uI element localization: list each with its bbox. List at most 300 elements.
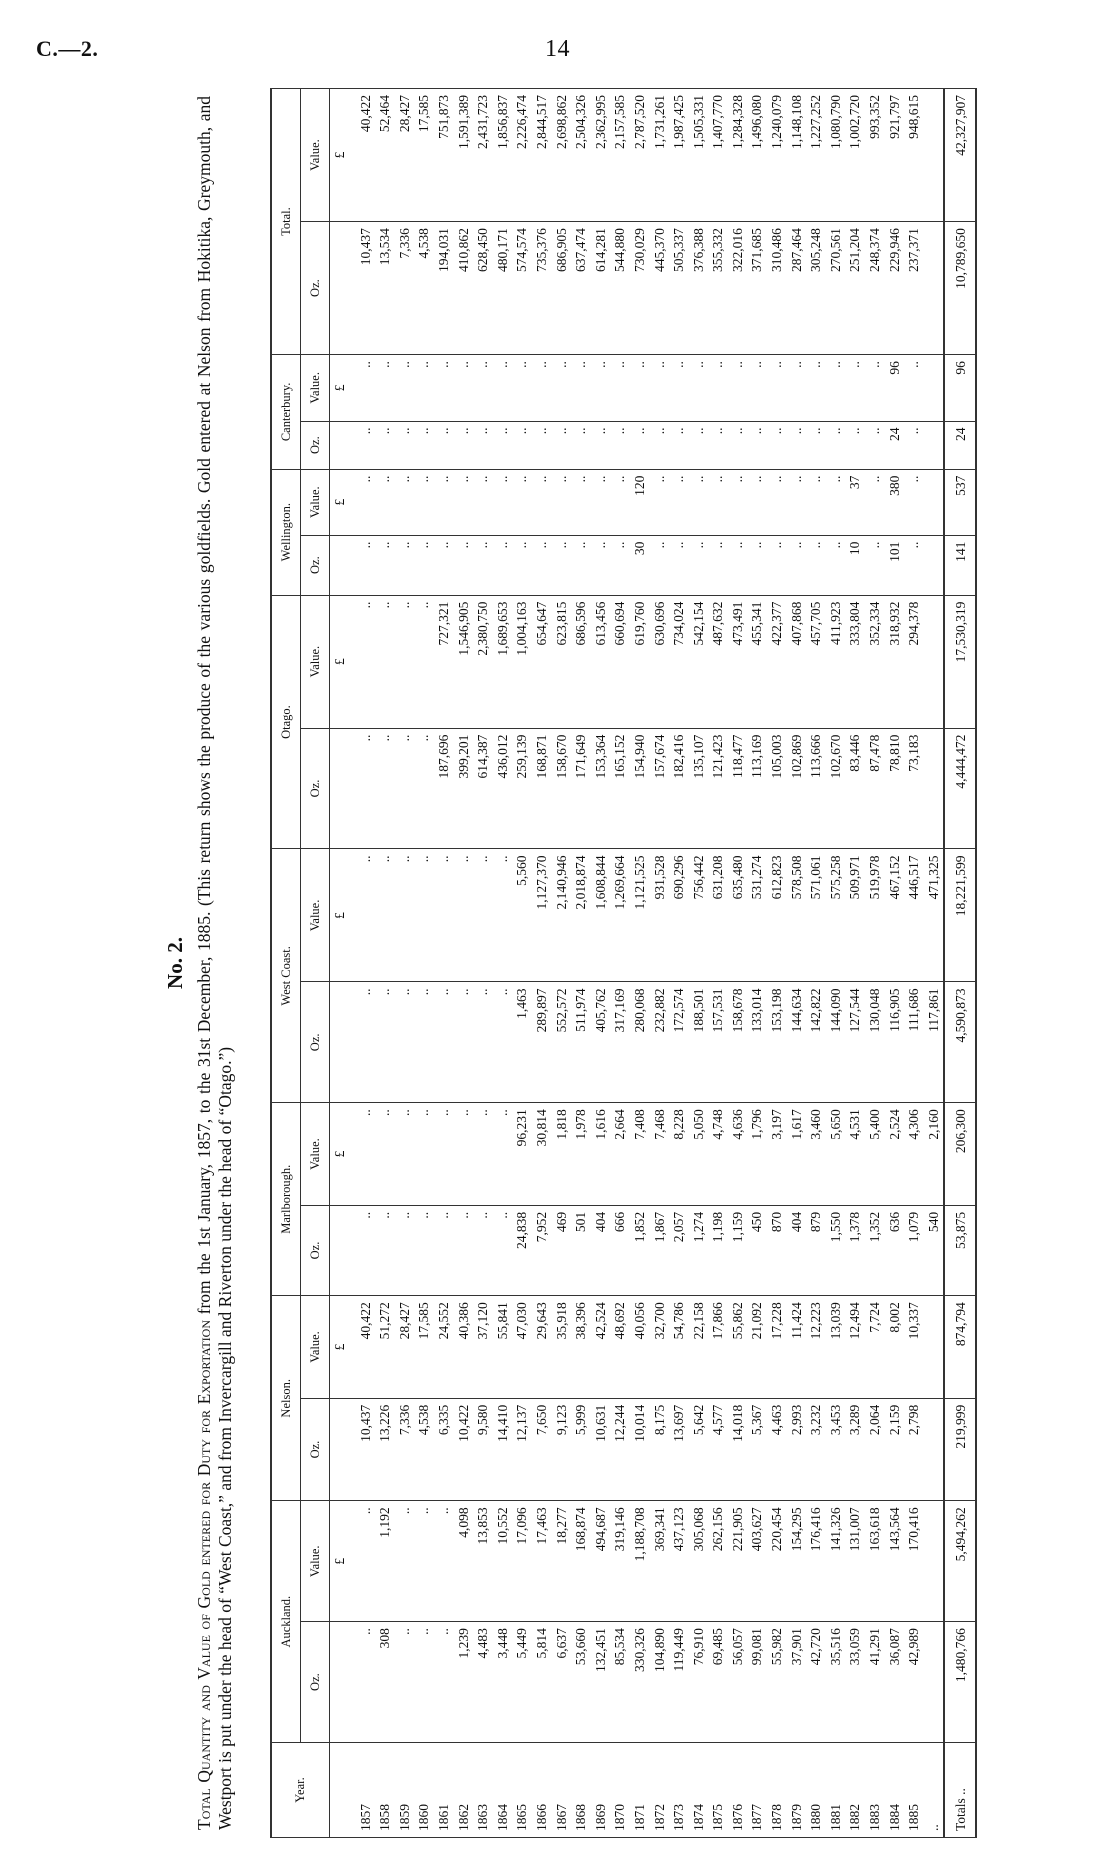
value-cell: 2,844,517 bbox=[532, 89, 552, 222]
oz-cell: 5,367 bbox=[747, 1398, 767, 1501]
oz-cell: 14,018 bbox=[728, 1398, 748, 1501]
value-cell: 333,804 bbox=[845, 595, 865, 728]
value-cell: .. bbox=[630, 355, 650, 421]
oz-cell: .. bbox=[395, 421, 415, 469]
year-cell: 1860 bbox=[414, 1743, 434, 1838]
oz-cell bbox=[924, 728, 945, 849]
year-cell: 1871 bbox=[630, 1743, 650, 1838]
value-cell: 1,002,720 bbox=[845, 89, 865, 222]
oz-cell: 628,450 bbox=[473, 222, 493, 355]
year-cell: 1866 bbox=[532, 1743, 552, 1838]
oz-cell: 232,882 bbox=[650, 982, 670, 1103]
value-cell: 654,647 bbox=[532, 595, 552, 728]
table-row bbox=[924, 89, 945, 1838]
table-row bbox=[552, 89, 572, 1838]
oz-cell: 12,244 bbox=[610, 1398, 630, 1501]
oz-cell: 2,159 bbox=[885, 1398, 905, 1501]
year-header: Year. bbox=[271, 1743, 330, 1838]
oz-cell: .. bbox=[414, 535, 434, 595]
oz-cell: 154,940 bbox=[630, 728, 650, 849]
value-cell: 13,853 bbox=[473, 1501, 493, 1622]
oz-cell: .. bbox=[728, 421, 748, 469]
year-cell: 1859 bbox=[395, 1743, 415, 1838]
value-cell: 613,456 bbox=[591, 595, 611, 728]
value-cell: 1,796 bbox=[747, 1103, 767, 1206]
value-cell: .. bbox=[532, 355, 552, 421]
value-cell: 1,689,653 bbox=[493, 595, 513, 728]
value-cell: 262,156 bbox=[708, 1501, 728, 1622]
table-row bbox=[826, 89, 846, 1838]
oz-cell: .. bbox=[375, 421, 395, 469]
value-cell: 1,240,079 bbox=[767, 89, 787, 222]
value-cell: 407,868 bbox=[787, 595, 807, 728]
value-cell: 1,004,163 bbox=[512, 595, 532, 728]
value-cell bbox=[924, 355, 945, 421]
oz-cell: 399,201 bbox=[454, 728, 474, 849]
oz-cell: .. bbox=[610, 535, 630, 595]
value-cell: 578,508 bbox=[787, 849, 807, 982]
oz-cell: 42,720 bbox=[806, 1622, 826, 1743]
value-cell: .. bbox=[395, 355, 415, 421]
oz-cell: 118,477 bbox=[728, 728, 748, 849]
value-cell bbox=[924, 1296, 945, 1399]
table-row bbox=[787, 89, 807, 1838]
value-cell: 369,341 bbox=[650, 1501, 670, 1622]
oz-cell: 53,660 bbox=[571, 1622, 591, 1743]
oz-cell bbox=[924, 535, 945, 595]
oz-cell: 12,137 bbox=[512, 1398, 532, 1501]
oz-cell: 158,678 bbox=[728, 982, 748, 1103]
value-cell: .. bbox=[350, 1103, 376, 1206]
value-cell: 542,154 bbox=[689, 595, 709, 728]
value-cell: .. bbox=[767, 469, 787, 535]
page-number: 14 bbox=[545, 36, 570, 62]
oz-subheader: Oz. bbox=[301, 1205, 330, 1295]
oz-cell: 101 bbox=[885, 535, 905, 595]
oz-cell: .. bbox=[747, 535, 767, 595]
oz-cell: 879 bbox=[806, 1205, 826, 1295]
value-cell: 2,787,520 bbox=[630, 89, 650, 222]
value-cell bbox=[924, 1501, 945, 1622]
table-row bbox=[747, 89, 767, 1838]
total-cell: 141 bbox=[944, 535, 976, 595]
value-cell: 120 bbox=[630, 469, 650, 535]
oz-cell bbox=[924, 222, 945, 355]
total-cell: 17,530,319 bbox=[944, 595, 976, 728]
value-cell: 1,978 bbox=[571, 1103, 591, 1206]
table-row bbox=[395, 89, 415, 1838]
year-cell: 1882 bbox=[845, 1743, 865, 1838]
oz-cell: .. bbox=[571, 421, 591, 469]
oz-cell: 237,371 bbox=[904, 222, 924, 355]
total-cell: 1,480,766 bbox=[944, 1622, 976, 1743]
oz-cell: 104,890 bbox=[650, 1622, 670, 1743]
value-cell: 1,731,261 bbox=[650, 89, 670, 222]
caption-lead: Total Quantity and Value of Gold entered for Duty for Exportation bbox=[194, 1319, 214, 1830]
value-cell: 38,396 bbox=[571, 1296, 591, 1399]
oz-cell: 410,862 bbox=[454, 222, 474, 355]
oz-cell: 1,852 bbox=[630, 1205, 650, 1295]
value-cell: 12,494 bbox=[845, 1296, 865, 1399]
table-number: No. 2. bbox=[163, 937, 187, 989]
oz-cell: 99,081 bbox=[747, 1622, 767, 1743]
oz-cell: 13,226 bbox=[375, 1398, 395, 1501]
year-cell: 1857 bbox=[350, 1743, 376, 1838]
value-cell: 352,334 bbox=[865, 595, 885, 728]
total-cell: 537 bbox=[944, 469, 976, 535]
gold-export-table bbox=[270, 88, 977, 1838]
value-cell: 96 bbox=[885, 355, 905, 421]
oz-cell: 405,762 bbox=[591, 982, 611, 1103]
table-row bbox=[845, 89, 865, 1838]
oz-cell: 117,861 bbox=[924, 982, 945, 1103]
oz-cell bbox=[924, 1622, 945, 1743]
oz-cell: .. bbox=[375, 728, 395, 849]
value-cell: .. bbox=[493, 355, 513, 421]
oz-cell: 1,463 bbox=[512, 982, 532, 1103]
oz-cell: 505,337 bbox=[669, 222, 689, 355]
value-cell: 51,272 bbox=[375, 1296, 395, 1399]
value-cell: 494,687 bbox=[591, 1501, 611, 1622]
value-cell: 5,560 bbox=[512, 849, 532, 982]
oz-cell: 3,448 bbox=[493, 1622, 513, 1743]
group-header: Marlborough. bbox=[271, 1103, 301, 1296]
oz-cell: 113,666 bbox=[806, 728, 826, 849]
oz-cell: 42,989 bbox=[904, 1622, 924, 1743]
value-cell: .. bbox=[454, 1103, 474, 1206]
value-cell: .. bbox=[865, 469, 885, 535]
caption-rest: from the 1st January, 1857, to the 31st December, 1885. (This return shows the produce of the various goldfields. Gold entered at Nelson from Hokitika, Greymouth, and Westport is put under the head of “West Coast,” and from Invercargill and Riverton under the head of “Otago.”) bbox=[194, 96, 235, 1830]
value-cell: 24,552 bbox=[434, 1296, 454, 1399]
currency-symbol: £ bbox=[330, 89, 350, 222]
year-cell: 1868 bbox=[571, 1743, 591, 1838]
oz-cell: 3,453 bbox=[826, 1398, 846, 1501]
table-row bbox=[885, 89, 905, 1838]
oz-cell: 7,336 bbox=[395, 222, 415, 355]
value-cell: .. bbox=[708, 469, 728, 535]
value-subheader: Value. bbox=[301, 355, 330, 421]
oz-cell: 305,248 bbox=[806, 222, 826, 355]
value-cell: 5,400 bbox=[865, 1103, 885, 1206]
value-cell: 437,123 bbox=[669, 1501, 689, 1622]
value-cell: 37 bbox=[845, 469, 865, 535]
value-cell: 631,208 bbox=[708, 849, 728, 982]
oz-cell: 686,905 bbox=[552, 222, 572, 355]
value-cell: 734,024 bbox=[669, 595, 689, 728]
oz-cell: 73,183 bbox=[904, 728, 924, 849]
oz-cell: .. bbox=[473, 982, 493, 1103]
total-cell: 206,300 bbox=[944, 1103, 976, 1206]
oz-cell: .. bbox=[375, 1205, 395, 1295]
value-cell: 1,608,844 bbox=[591, 849, 611, 982]
value-cell: 948,615 bbox=[904, 89, 924, 222]
oz-cell: 540 bbox=[924, 1205, 945, 1295]
oz-cell: 3,232 bbox=[806, 1398, 826, 1501]
value-cell: 7,408 bbox=[630, 1103, 650, 1206]
value-cell: .. bbox=[375, 355, 395, 421]
oz-cell: 280,068 bbox=[630, 982, 650, 1103]
oz-cell: .. bbox=[414, 1205, 434, 1295]
year-cell: 1877 bbox=[747, 1743, 767, 1838]
oz-cell: 10,437 bbox=[350, 222, 376, 355]
oz-cell: .. bbox=[350, 421, 376, 469]
oz-cell: .. bbox=[395, 1622, 415, 1743]
year-cell: 1867 bbox=[552, 1743, 572, 1838]
year-cell: 1883 bbox=[865, 1743, 885, 1838]
oz-cell: 4,538 bbox=[414, 222, 434, 355]
page-ref: C.—2. bbox=[36, 36, 99, 61]
oz-cell: 153,198 bbox=[767, 982, 787, 1103]
value-subheader: Value. bbox=[301, 595, 330, 728]
value-cell bbox=[924, 595, 945, 728]
oz-subheader: Oz. bbox=[301, 222, 330, 355]
value-cell: .. bbox=[473, 1103, 493, 1206]
value-cell: 40,422 bbox=[350, 89, 376, 222]
value-cell: 294,378 bbox=[904, 595, 924, 728]
oz-cell: .. bbox=[767, 421, 787, 469]
value-cell: .. bbox=[689, 469, 709, 535]
oz-cell: 69,485 bbox=[708, 1622, 728, 1743]
oz-cell: 132,451 bbox=[591, 1622, 611, 1743]
oz-cell: 144,634 bbox=[787, 982, 807, 1103]
value-cell: 921,797 bbox=[885, 89, 905, 222]
value-cell: 17,585 bbox=[414, 89, 434, 222]
value-cell: 32,700 bbox=[650, 1296, 670, 1399]
oz-cell: .. bbox=[512, 421, 532, 469]
oz-cell: 144,090 bbox=[826, 982, 846, 1103]
value-cell: .. bbox=[414, 355, 434, 421]
year-cell: 1873 bbox=[669, 1743, 689, 1838]
value-cell: 141,326 bbox=[826, 1501, 846, 1622]
oz-cell: 165,152 bbox=[610, 728, 630, 849]
oz-cell: .. bbox=[414, 1622, 434, 1743]
oz-cell: .. bbox=[493, 421, 513, 469]
oz-cell: 10,014 bbox=[630, 1398, 650, 1501]
oz-cell: 330,326 bbox=[630, 1622, 650, 1743]
oz-cell: 157,674 bbox=[650, 728, 670, 849]
value-cell: 2,157,585 bbox=[610, 89, 630, 222]
currency-symbol: £ bbox=[330, 469, 350, 535]
group-header: West Coast. bbox=[271, 849, 301, 1103]
value-cell: 1,818 bbox=[552, 1103, 572, 1206]
oz-cell: 5,449 bbox=[512, 1622, 532, 1743]
oz-cell: 7,650 bbox=[532, 1398, 552, 1501]
total-cell: 18,221,599 bbox=[944, 849, 976, 982]
year-cell: 1864 bbox=[493, 1743, 513, 1838]
total-cell: 96 bbox=[944, 355, 976, 421]
oz-cell: .. bbox=[350, 1622, 376, 1743]
value-cell: .. bbox=[350, 849, 376, 982]
value-cell: 8,228 bbox=[669, 1103, 689, 1206]
value-cell: 612,823 bbox=[767, 849, 787, 982]
value-cell: 457,705 bbox=[806, 595, 826, 728]
value-cell: .. bbox=[571, 469, 591, 535]
total-cell: 24 bbox=[944, 421, 976, 469]
value-cell: 727,321 bbox=[434, 595, 454, 728]
value-cell: .. bbox=[826, 355, 846, 421]
value-cell: .. bbox=[454, 355, 474, 421]
value-cell: .. bbox=[414, 595, 434, 728]
value-cell: 1,505,331 bbox=[689, 89, 709, 222]
oz-cell: 1,274 bbox=[689, 1205, 709, 1295]
year-cell: 1861 bbox=[434, 1743, 454, 1838]
oz-cell: 13,534 bbox=[375, 222, 395, 355]
value-cell: .. bbox=[571, 355, 591, 421]
year-cell: 1884 bbox=[885, 1743, 905, 1838]
year-cell: 1874 bbox=[689, 1743, 709, 1838]
oz-cell: .. bbox=[454, 1205, 474, 1295]
oz-cell: .. bbox=[414, 421, 434, 469]
oz-cell: 1,079 bbox=[904, 1205, 924, 1295]
oz-cell: 111,686 bbox=[904, 982, 924, 1103]
value-cell: 2,018,874 bbox=[571, 849, 591, 982]
oz-cell: 9,123 bbox=[552, 1398, 572, 1501]
oz-cell: 511,974 bbox=[571, 982, 591, 1103]
value-cell: .. bbox=[434, 355, 454, 421]
value-cell: .. bbox=[591, 355, 611, 421]
oz-cell: .. bbox=[728, 535, 748, 595]
oz-cell: 2,057 bbox=[669, 1205, 689, 1295]
oz-cell: 153,364 bbox=[591, 728, 611, 849]
oz-cell: 30 bbox=[630, 535, 650, 595]
value-cell: 2,664 bbox=[610, 1103, 630, 1206]
oz-cell: 87,478 bbox=[865, 728, 885, 849]
oz-cell: 574,574 bbox=[512, 222, 532, 355]
table-caption bbox=[194, 96, 260, 1830]
oz-cell: 2,993 bbox=[787, 1398, 807, 1501]
oz-cell: .. bbox=[350, 982, 376, 1103]
table-row bbox=[708, 89, 728, 1838]
currency-symbol: £ bbox=[330, 1296, 350, 1399]
oz-cell: .. bbox=[473, 421, 493, 469]
value-cell: 221,905 bbox=[728, 1501, 748, 1622]
value-cell: 13,039 bbox=[826, 1296, 846, 1399]
oz-cell: .. bbox=[414, 728, 434, 849]
table-row bbox=[904, 89, 924, 1838]
oz-subheader: Oz. bbox=[301, 421, 330, 469]
table-row bbox=[571, 89, 591, 1838]
oz-cell: 1,159 bbox=[728, 1205, 748, 1295]
value-cell: 2,140,946 bbox=[552, 849, 572, 982]
table-row bbox=[728, 89, 748, 1838]
value-cell: 40,386 bbox=[454, 1296, 474, 1399]
oz-cell: 3,289 bbox=[845, 1398, 865, 1501]
value-cell: .. bbox=[669, 355, 689, 421]
value-cell: .. bbox=[395, 595, 415, 728]
value-cell: .. bbox=[552, 469, 572, 535]
value-cell: 571,061 bbox=[806, 849, 826, 982]
value-cell: 1,987,425 bbox=[669, 89, 689, 222]
value-cell: 455,341 bbox=[747, 595, 767, 728]
value-cell: .. bbox=[845, 355, 865, 421]
total-cell: 4,590,873 bbox=[944, 982, 976, 1103]
oz-cell bbox=[924, 1398, 945, 1501]
value-cell: 2,380,750 bbox=[473, 595, 493, 728]
value-cell: 10,552 bbox=[493, 1501, 513, 1622]
table-row bbox=[630, 89, 650, 1838]
oz-cell: .. bbox=[806, 535, 826, 595]
value-cell: .. bbox=[552, 355, 572, 421]
value-cell: 170,416 bbox=[904, 1501, 924, 1622]
totals-label: Totals .. bbox=[944, 1743, 976, 1838]
value-cell: 22,158 bbox=[689, 1296, 709, 1399]
value-cell: 2,504,326 bbox=[571, 89, 591, 222]
value-cell: 28,427 bbox=[395, 1296, 415, 1399]
value-cell: 48,692 bbox=[610, 1296, 630, 1399]
oz-cell: 1,239 bbox=[454, 1622, 474, 1743]
value-cell: .. bbox=[787, 469, 807, 535]
value-cell: .. bbox=[375, 849, 395, 982]
oz-cell: 6,637 bbox=[552, 1622, 572, 1743]
oz-cell: 194,031 bbox=[434, 222, 454, 355]
value-cell: 319,146 bbox=[610, 1501, 630, 1622]
oz-cell: 13,697 bbox=[669, 1398, 689, 1501]
value-cell bbox=[924, 89, 945, 222]
group-header: Canterbury. bbox=[271, 355, 301, 470]
table-row bbox=[669, 89, 689, 1838]
value-cell: 17,866 bbox=[708, 1296, 728, 1399]
value-cell: 21,092 bbox=[747, 1296, 767, 1399]
oz-cell: .. bbox=[747, 421, 767, 469]
value-cell: 17,228 bbox=[767, 1296, 787, 1399]
oz-cell: 1,352 bbox=[865, 1205, 885, 1295]
value-cell: .. bbox=[806, 355, 826, 421]
value-cell: .. bbox=[512, 469, 532, 535]
value-cell: .. bbox=[591, 469, 611, 535]
value-subheader: Value. bbox=[301, 1296, 330, 1399]
value-cell: 619,760 bbox=[630, 595, 650, 728]
value-cell: .. bbox=[375, 595, 395, 728]
value-cell: 1,127,370 bbox=[532, 849, 552, 982]
value-cell: 154,295 bbox=[787, 1501, 807, 1622]
oz-cell: 78,810 bbox=[885, 728, 905, 849]
total-cell: 53,875 bbox=[944, 1205, 976, 1295]
oz-cell: 371,685 bbox=[747, 222, 767, 355]
value-cell: 1,148,108 bbox=[787, 89, 807, 222]
value-cell: 686,596 bbox=[571, 595, 591, 728]
oz-cell: 436,012 bbox=[493, 728, 513, 849]
value-cell: 446,517 bbox=[904, 849, 924, 982]
value-cell: 993,352 bbox=[865, 89, 885, 222]
oz-cell: 76,910 bbox=[689, 1622, 709, 1743]
table-row bbox=[650, 89, 670, 1838]
oz-cell: .. bbox=[493, 1205, 513, 1295]
table-row bbox=[473, 89, 493, 1838]
oz-cell: 5,642 bbox=[689, 1398, 709, 1501]
oz-cell: .. bbox=[767, 535, 787, 595]
value-cell: 1,284,328 bbox=[728, 89, 748, 222]
year-cell: 1885 bbox=[904, 1743, 924, 1838]
value-cell: .. bbox=[414, 1103, 434, 1206]
oz-cell: 404 bbox=[591, 1205, 611, 1295]
oz-cell: 501 bbox=[571, 1205, 591, 1295]
group-header: Total. bbox=[271, 89, 301, 355]
oz-cell: 187,696 bbox=[434, 728, 454, 849]
oz-cell: 188,501 bbox=[689, 982, 709, 1103]
totals-row bbox=[944, 89, 976, 1838]
value-cell: .. bbox=[454, 849, 474, 982]
oz-cell: .. bbox=[493, 535, 513, 595]
oz-cell: 469 bbox=[552, 1205, 572, 1295]
oz-cell: .. bbox=[350, 1205, 376, 1295]
value-cell: .. bbox=[669, 469, 689, 535]
oz-cell: .. bbox=[689, 535, 709, 595]
oz-cell: 636 bbox=[885, 1205, 905, 1295]
value-cell: 660,694 bbox=[610, 595, 630, 728]
value-cell: .. bbox=[454, 469, 474, 535]
oz-cell: 404 bbox=[787, 1205, 807, 1295]
value-cell: .. bbox=[728, 469, 748, 535]
